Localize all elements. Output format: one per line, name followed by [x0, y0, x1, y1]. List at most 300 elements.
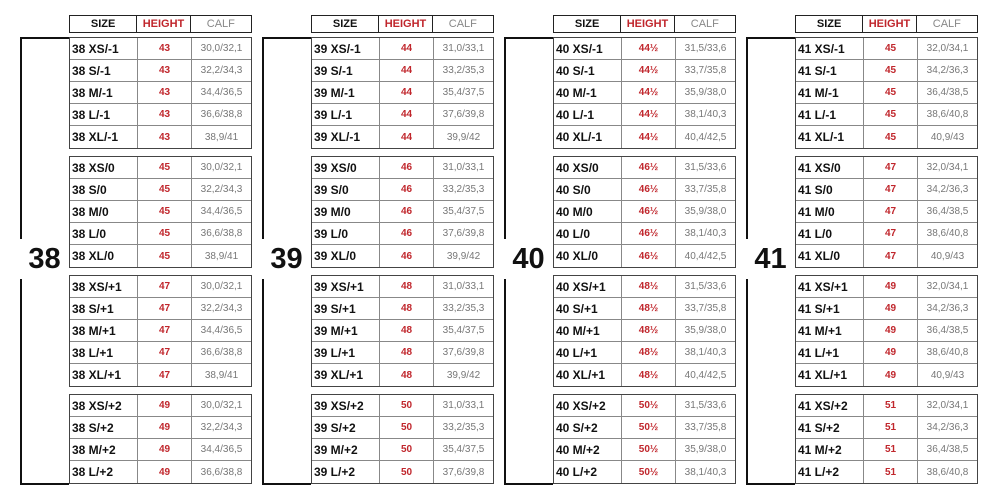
size-cell: 39 M/-1 — [312, 82, 380, 103]
table-row — [312, 38, 493, 60]
header-size: SIZE — [796, 16, 863, 32]
height-cell: 46½ — [622, 201, 676, 222]
size-cell: 40 M/+2 — [554, 439, 622, 460]
size-cell: 39 S/+2 — [312, 417, 380, 438]
height-cell: 49 — [138, 395, 192, 416]
table-row — [796, 201, 977, 223]
size-panel-41 — [746, 15, 978, 485]
calf-cell: 33,2/35,3 — [442, 422, 485, 433]
size-cell: 38 XS/+2 — [70, 395, 138, 416]
table-row — [70, 439, 251, 461]
table-row — [796, 461, 977, 483]
big-size-label: 41 — [746, 239, 795, 279]
size-cell: 39 M/+2 — [312, 439, 380, 460]
size-cell: 38 S/-1 — [70, 60, 138, 81]
size-cell: 39 L/+2 — [312, 461, 380, 483]
table-row — [312, 320, 493, 342]
calf-cell: 32,0/34,1 — [926, 162, 969, 173]
calf-cell: 37,6/39,8 — [442, 466, 485, 478]
height-cell: 44 — [380, 104, 434, 125]
table-row — [312, 223, 493, 245]
size-cell: 41 S/+2 — [796, 417, 864, 438]
size-cell: 40 XL/+1 — [554, 364, 622, 386]
calf-cell: 34,2/36,3 — [926, 65, 969, 76]
size-cell: 38 M/-1 — [70, 82, 138, 103]
calf-cell: 35,9/38,0 — [684, 444, 727, 455]
calf-cell: 31,5/33,6 — [684, 400, 727, 411]
size-group — [553, 156, 736, 268]
height-cell: 46 — [380, 245, 434, 267]
calf-cell: 38,6/40,8 — [926, 466, 969, 478]
calf-cell: 33,2/35,3 — [442, 303, 485, 314]
calf-cell: 38,1/40,3 — [684, 228, 727, 239]
table-row — [70, 60, 251, 82]
height-cell: 45 — [138, 201, 192, 222]
table-row — [796, 276, 977, 298]
height-cell: 47 — [138, 342, 192, 363]
size-cell: 38 L/+2 — [70, 461, 138, 483]
table-row — [70, 38, 251, 60]
height-cell: 46 — [380, 179, 434, 200]
height-cell: 43 — [138, 60, 192, 81]
size-cell: 39 L/+1 — [312, 342, 380, 363]
table-row — [312, 60, 493, 82]
calf-cell: 36,4/38,5 — [926, 206, 969, 217]
height-cell: 44 — [380, 60, 434, 81]
size-cell: 41 M/+2 — [796, 439, 864, 460]
size-cell: 40 L/+1 — [554, 342, 622, 363]
height-cell: 46½ — [622, 157, 676, 178]
table-row — [312, 276, 493, 298]
size-group — [69, 156, 252, 268]
big-size-label: 38 — [20, 239, 69, 279]
size-cell: 39 XL/-1 — [312, 126, 380, 148]
calf-cell: 36,4/38,5 — [926, 325, 969, 336]
table-row — [554, 104, 735, 126]
height-cell: 47 — [138, 276, 192, 297]
height-cell: 49 — [864, 320, 918, 341]
calf-cell: 36,6/38,8 — [200, 347, 243, 358]
calf-cell: 38,9/41 — [204, 369, 239, 381]
height-cell: 48 — [380, 364, 434, 386]
height-cell: 49 — [864, 342, 918, 363]
height-cell: 48 — [380, 276, 434, 297]
calf-cell: 38,1/40,3 — [684, 109, 727, 120]
header-height: HEIGHT — [137, 16, 190, 32]
table-row — [796, 417, 977, 439]
height-cell: 43 — [138, 104, 192, 125]
height-cell: 46 — [380, 157, 434, 178]
height-cell: 47 — [864, 223, 918, 244]
big-size-label: 39 — [262, 239, 311, 279]
height-cell: 45 — [138, 179, 192, 200]
size-cell: 38 M/+2 — [70, 439, 138, 460]
size-cell: 39 S/+1 — [312, 298, 380, 319]
size-cell: 38 S/+2 — [70, 417, 138, 438]
calf-cell: 34,2/36,3 — [926, 184, 969, 195]
header-height: HEIGHT — [621, 16, 674, 32]
table-row — [312, 245, 493, 267]
size-cell: 38 M/+1 — [70, 320, 138, 341]
table-row — [554, 276, 735, 298]
size-cell: 41 XL/+1 — [796, 364, 864, 386]
size-cell: 40 XS/+2 — [554, 395, 622, 416]
table-row — [70, 157, 251, 179]
height-cell: 50½ — [622, 461, 676, 483]
height-cell: 45 — [864, 38, 918, 59]
height-cell: 51 — [864, 461, 918, 483]
table-row — [796, 223, 977, 245]
height-cell: 44½ — [622, 38, 676, 59]
size-cell: 41 L/+2 — [796, 461, 864, 483]
size-group — [311, 275, 494, 387]
calf-cell: 34,4/36,5 — [200, 206, 243, 217]
size-cell: 39 XS/+2 — [312, 395, 380, 416]
table-row — [312, 179, 493, 201]
calf-cell: 32,2/34,3 — [200, 303, 243, 314]
table-row — [312, 201, 493, 223]
size-cell: 40 M/-1 — [554, 82, 622, 103]
height-cell: 50½ — [622, 395, 676, 416]
calf-cell: 38,6/40,8 — [926, 347, 969, 358]
header-size: SIZE — [70, 16, 137, 32]
header-height: HEIGHT — [379, 16, 432, 32]
table-row — [70, 342, 251, 364]
height-cell: 43 — [138, 38, 192, 59]
calf-cell: 33,7/35,8 — [684, 184, 727, 195]
calf-cell: 32,2/34,3 — [200, 65, 243, 76]
table-row — [312, 298, 493, 320]
calf-cell: 35,4/37,5 — [442, 206, 485, 217]
size-cell: 39 L/0 — [312, 223, 380, 244]
header-size: SIZE — [312, 16, 379, 32]
table-row — [554, 439, 735, 461]
calf-cell: 31,0/33,1 — [442, 400, 485, 411]
table-row — [70, 104, 251, 126]
size-cell: 40 S/-1 — [554, 60, 622, 81]
table-row — [312, 82, 493, 104]
height-cell: 43 — [138, 126, 192, 148]
size-cell: 40 XL/-1 — [554, 126, 622, 148]
table-row — [70, 179, 251, 201]
size-cell: 41 S/0 — [796, 179, 864, 200]
size-cell: 38 XS/+1 — [70, 276, 138, 297]
calf-cell: 35,4/37,5 — [442, 325, 485, 336]
height-cell: 44½ — [622, 60, 676, 81]
table-row — [554, 320, 735, 342]
height-cell: 46½ — [622, 223, 676, 244]
size-panel-39 — [262, 15, 494, 485]
calf-cell: 34,2/36,3 — [926, 422, 969, 433]
calf-cell: 40,4/42,5 — [684, 369, 727, 381]
calf-cell: 30,0/32,1 — [200, 281, 243, 292]
header-height: HEIGHT — [863, 16, 916, 32]
height-cell: 48½ — [622, 364, 676, 386]
size-cell: 38 XS/-1 — [70, 38, 138, 59]
size-cell: 40 XS/+1 — [554, 276, 622, 297]
table-row — [554, 179, 735, 201]
table-row — [312, 104, 493, 126]
size-cell: 40 L/-1 — [554, 104, 622, 125]
size-group — [311, 394, 494, 484]
size-cell: 41 XL/-1 — [796, 126, 864, 148]
size-cell: 41 M/-1 — [796, 82, 864, 103]
calf-cell: 39,9/42 — [446, 369, 481, 381]
size-cell: 40 XS/-1 — [554, 38, 622, 59]
calf-cell: 33,7/35,8 — [684, 422, 727, 433]
size-cell: 40 XL/0 — [554, 245, 622, 267]
calf-cell: 31,0/33,1 — [442, 162, 485, 173]
table-row — [70, 223, 251, 245]
size-group — [795, 275, 978, 387]
table-row — [312, 342, 493, 364]
table-row — [554, 364, 735, 386]
calf-cell: 31,0/33,1 — [442, 281, 485, 292]
size-panel-38 — [20, 15, 252, 485]
calf-cell: 38,1/40,3 — [684, 466, 727, 478]
header-row — [311, 15, 494, 33]
calf-cell: 32,0/34,1 — [926, 43, 969, 54]
calf-cell: 37,6/39,8 — [442, 228, 485, 239]
calf-cell: 36,4/38,5 — [926, 87, 969, 98]
height-cell: 48½ — [622, 276, 676, 297]
calf-cell: 40,9/43 — [930, 369, 965, 381]
height-cell: 51 — [864, 417, 918, 438]
table-row — [312, 461, 493, 483]
header-row — [795, 15, 978, 33]
calf-cell: 37,6/39,8 — [442, 109, 485, 120]
height-cell: 50 — [380, 439, 434, 460]
size-cell: 41 S/-1 — [796, 60, 864, 81]
table-row — [70, 320, 251, 342]
calf-cell: 30,0/32,1 — [200, 43, 243, 54]
table-row — [554, 126, 735, 148]
table-row — [796, 157, 977, 179]
height-cell: 51 — [864, 395, 918, 416]
size-cell: 38 XS/0 — [70, 157, 138, 178]
calf-cell: 34,2/36,3 — [926, 303, 969, 314]
height-cell: 47 — [138, 320, 192, 341]
table-row — [796, 104, 977, 126]
size-cell: 41 L/+1 — [796, 342, 864, 363]
calf-cell: 33,7/35,8 — [684, 303, 727, 314]
size-cell: 38 L/0 — [70, 223, 138, 244]
calf-cell: 32,0/34,1 — [926, 400, 969, 411]
table-row — [796, 82, 977, 104]
height-cell: 45 — [864, 60, 918, 81]
table-row — [554, 342, 735, 364]
size-cell: 39 XL/+1 — [312, 364, 380, 386]
height-cell: 49 — [138, 417, 192, 438]
height-cell: 46 — [380, 201, 434, 222]
calf-cell: 32,2/34,3 — [200, 422, 243, 433]
table-row — [312, 364, 493, 386]
size-cell: 38 XL/+1 — [70, 364, 138, 386]
size-panel-40 — [504, 15, 736, 485]
calf-cell: 35,9/38,0 — [684, 206, 727, 217]
size-group — [553, 394, 736, 484]
height-cell: 47 — [138, 298, 192, 319]
size-group — [795, 394, 978, 484]
table-row — [312, 395, 493, 417]
calf-cell: 36,4/38,5 — [926, 444, 969, 455]
table-row — [312, 417, 493, 439]
table-row — [70, 395, 251, 417]
size-cell: 39 XS/-1 — [312, 38, 380, 59]
table-row — [70, 245, 251, 267]
height-cell: 48 — [380, 298, 434, 319]
height-cell: 45 — [138, 245, 192, 267]
size-cell: 38 XL/0 — [70, 245, 138, 267]
table-row — [312, 157, 493, 179]
height-cell: 44½ — [622, 82, 676, 103]
table-row — [70, 298, 251, 320]
size-cell: 41 XS/+1 — [796, 276, 864, 297]
size-cell: 38 S/0 — [70, 179, 138, 200]
table-row — [554, 157, 735, 179]
size-cell: 39 M/0 — [312, 201, 380, 222]
calf-cell: 39,9/42 — [446, 131, 481, 143]
size-cell: 40 S/+1 — [554, 298, 622, 319]
size-cell: 39 L/-1 — [312, 104, 380, 125]
height-cell: 44½ — [622, 126, 676, 148]
height-cell: 48 — [380, 320, 434, 341]
calf-cell: 37,6/39,8 — [442, 347, 485, 358]
calf-cell: 34,4/36,5 — [200, 444, 243, 455]
calf-cell: 40,9/43 — [930, 131, 965, 143]
header-row — [69, 15, 252, 33]
calf-cell: 38,6/40,8 — [926, 228, 969, 239]
height-cell: 50½ — [622, 417, 676, 438]
height-cell: 46½ — [622, 245, 676, 267]
size-group — [795, 156, 978, 268]
calf-cell: 31,5/33,6 — [684, 162, 727, 173]
size-cell: 41 XL/0 — [796, 245, 864, 267]
calf-cell: 35,9/38,0 — [684, 87, 727, 98]
size-cell: 39 S/-1 — [312, 60, 380, 81]
calf-cell: 31,5/33,6 — [684, 43, 727, 54]
height-cell: 46½ — [622, 179, 676, 200]
table-row — [796, 245, 977, 267]
height-cell: 45 — [864, 104, 918, 125]
size-group — [69, 37, 252, 149]
size-cell: 41 S/+1 — [796, 298, 864, 319]
height-cell: 43 — [138, 82, 192, 103]
size-cell: 40 S/0 — [554, 179, 622, 200]
calf-cell: 33,7/35,8 — [684, 65, 727, 76]
size-cell: 40 L/+2 — [554, 461, 622, 483]
calf-cell: 33,2/35,3 — [442, 184, 485, 195]
calf-cell: 38,9/41 — [204, 250, 239, 262]
table-row — [554, 417, 735, 439]
height-cell: 50 — [380, 461, 434, 483]
height-cell: 47 — [864, 179, 918, 200]
big-size-label: 40 — [504, 239, 553, 279]
table-row — [554, 38, 735, 60]
size-cell: 40 L/0 — [554, 223, 622, 244]
table-row — [554, 201, 735, 223]
height-cell: 49 — [864, 276, 918, 297]
size-cell: 39 XL/0 — [312, 245, 380, 267]
size-cell: 38 L/-1 — [70, 104, 138, 125]
table-row — [554, 60, 735, 82]
height-cell: 51 — [864, 439, 918, 460]
height-cell: 45 — [864, 82, 918, 103]
size-group — [553, 275, 736, 387]
calf-cell: 30,0/32,1 — [200, 162, 243, 173]
height-cell: 46 — [380, 223, 434, 244]
header-size: SIZE — [554, 16, 621, 32]
height-cell: 45 — [138, 223, 192, 244]
table-row — [312, 439, 493, 461]
size-cell: 41 M/0 — [796, 201, 864, 222]
calf-cell: 33,2/35,3 — [442, 65, 485, 76]
height-cell: 47 — [864, 157, 918, 178]
table-row — [70, 276, 251, 298]
height-cell: 49 — [864, 298, 918, 319]
table-row — [796, 298, 977, 320]
height-cell: 47 — [864, 201, 918, 222]
height-cell: 48½ — [622, 320, 676, 341]
calf-cell: 34,4/36,5 — [200, 325, 243, 336]
size-cell: 40 XS/0 — [554, 157, 622, 178]
table-row — [796, 395, 977, 417]
calf-cell: 31,5/33,6 — [684, 281, 727, 292]
calf-cell: 35,4/37,5 — [442, 87, 485, 98]
height-cell: 44 — [380, 126, 434, 148]
table-row — [554, 82, 735, 104]
calf-cell: 40,4/42,5 — [684, 131, 727, 143]
size-cell: 38 M/0 — [70, 201, 138, 222]
size-cell: 41 XS/+2 — [796, 395, 864, 416]
calf-cell: 40,4/42,5 — [684, 250, 727, 262]
calf-cell: 36,6/38,8 — [200, 109, 243, 120]
table-row — [796, 364, 977, 386]
size-group — [553, 37, 736, 149]
calf-cell: 38,6/40,8 — [926, 109, 969, 120]
size-cell: 41 L/0 — [796, 223, 864, 244]
table-row — [796, 126, 977, 148]
calf-cell: 32,0/34,1 — [926, 281, 969, 292]
height-cell: 44 — [380, 82, 434, 103]
size-cell: 41 XS/-1 — [796, 38, 864, 59]
size-cell: 41 M/+1 — [796, 320, 864, 341]
calf-cell: 31,0/33,1 — [442, 43, 485, 54]
table-row — [796, 320, 977, 342]
header-calf: CALF — [206, 18, 235, 30]
table-row — [70, 126, 251, 148]
size-group — [311, 156, 494, 268]
size-cell: 39 XS/0 — [312, 157, 380, 178]
header-calf: CALF — [932, 18, 961, 30]
calf-cell: 30,0/32,1 — [200, 400, 243, 411]
table-row — [70, 201, 251, 223]
height-cell: 50½ — [622, 439, 676, 460]
calf-cell: 38,1/40,3 — [684, 347, 727, 358]
height-cell: 47 — [864, 245, 918, 267]
table-row — [70, 461, 251, 483]
table-row — [796, 38, 977, 60]
height-cell: 50 — [380, 395, 434, 416]
calf-cell: 40,9/43 — [930, 250, 965, 262]
size-cell: 38 XL/-1 — [70, 126, 138, 148]
table-row — [70, 364, 251, 386]
size-cell: 40 S/+2 — [554, 417, 622, 438]
size-cell: 40 M/+1 — [554, 320, 622, 341]
table-row — [796, 342, 977, 364]
table-row — [554, 461, 735, 483]
height-cell: 48½ — [622, 298, 676, 319]
